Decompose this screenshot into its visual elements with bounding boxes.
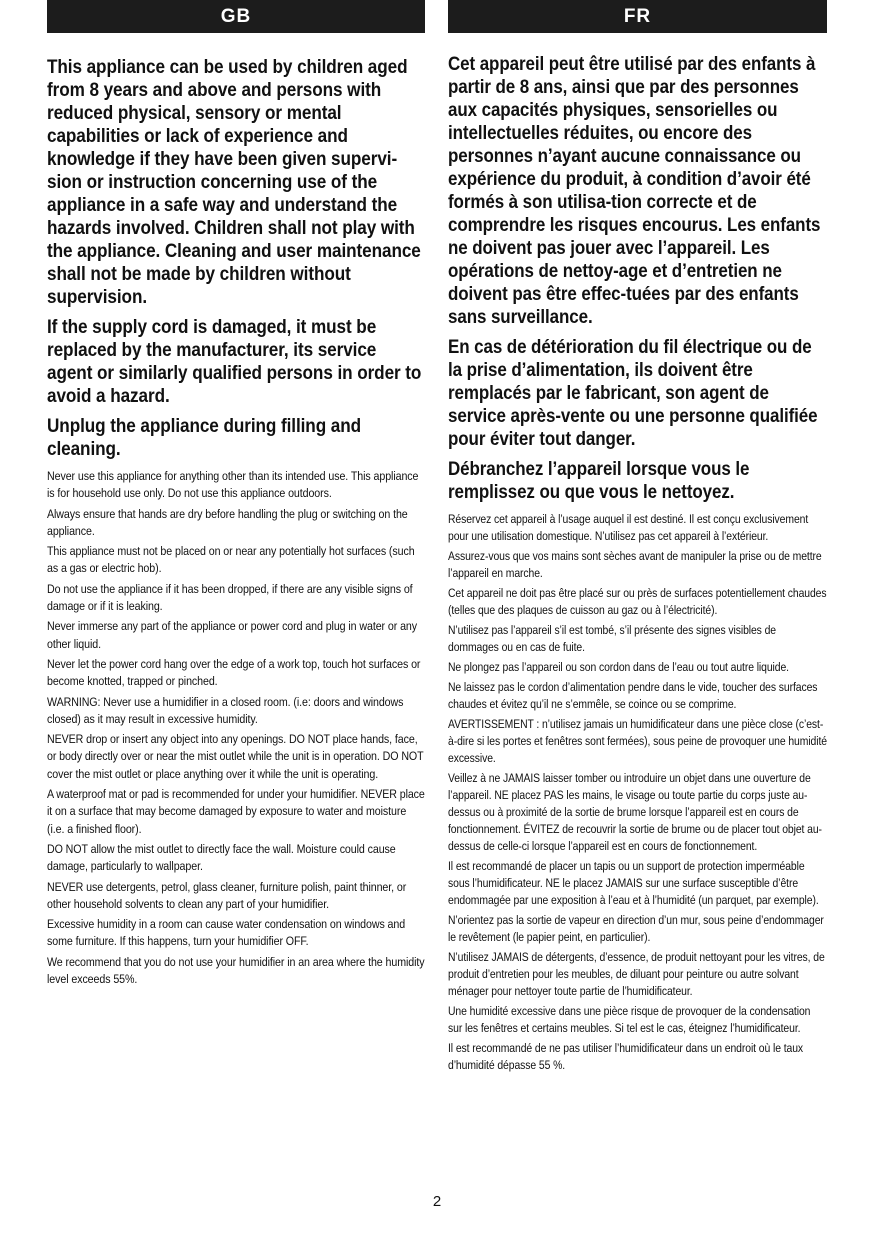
safety-paragraph: Excessive humidity in a room can cause water condensation on windows and some furniture. If this happens, turn your humidifier OFF. xyxy=(47,917,406,949)
safety-paragraph: Never immerse any part of the appliance or power cord and plug in water or any other liquid. xyxy=(47,619,418,651)
safety-paragraph: N’utilisez JAMAIS de détergents, d’essence, de produit nettoyant pour les vitres, de produit d’entretien pour les meubles, de diluant pour peinture ou autre solvant ménager pour nettoyer toute partie de l’humidificateur. xyxy=(448,950,825,998)
safety-paragraph: Ne plongez pas l’appareil ou son cordon dans de l’eau ou tout autre liquide. xyxy=(448,660,789,674)
safety-paragraph: This appliance must not be placed on or near any potentially hot surfaces (such as a gas or electric hob). xyxy=(47,544,415,576)
safety-paragraph: NEVER use detergents, petrol, glass cleaner, furniture polish, paint thinner, or other household solvents to clean any part of your humidifier. xyxy=(47,879,407,911)
safety-paragraph: DO NOT allow the mist outlet to directly face the wall. Moisture could cause damage, particularly to wallpaper. xyxy=(47,841,396,874)
bold-warning: Unplug the appliance during filling and cleaning. xyxy=(47,415,362,460)
bold-warning: Cet appareil peut être utilisé par des enfants à partir de 8 ans, ainsi que par des personnes aux capacités physiques, sensorielles ou intellectuelles réduites, ou encore des personnes n’ayant aucune connaissance ou expérience du produit, à condition d’avoir été formés à son utilisa-tion correcte et de comprendre les risques encourus. Les enfants ne doivent pas jouer avec l’appareil. Les opérations de nettoy-age et d’entretien ne doivent pas être effec-tuées par des enfants sans surveillance. xyxy=(448,54,821,328)
safety-paragraph: Never use this appliance for anything other than its intended use. This appliance is for household use only. Do not use this appliance outdoors. xyxy=(47,469,419,501)
safety-paragraph: Assurez-vous que vos mains sont sèches avant de manipuler la prise ou de mettre l’appareil en marche. xyxy=(448,549,822,580)
bold-warning: En cas de détérioration du fil électrique ou de la prise d’alimentation, ils doivent être remplacés par le fabricant, son agent de service après-vente ou une personne qualifiée pour éviter tout danger. xyxy=(448,337,818,450)
safety-paragraph: Always ensure that hands are dry before handling the plug or switching on the appliance. xyxy=(47,506,408,538)
safety-paragraph: WARNING: Never use a humidifier in a closed room. (i.e: doors and windows closed) as it may result in excessive humidity. xyxy=(47,694,404,726)
safety-paragraph: A waterproof mat or pad is recommended for under your humidifier. NEVER place it on a surface that may become damaged by exposure to water and moisture (i.e. a finished floor). xyxy=(47,787,425,836)
safety-paragraph: N’orientez pas la sortie de vapeur en direction d’un mur, sous peine d’endommager le revêtement (le papier peint, en particulier). xyxy=(448,913,824,944)
column-gb xyxy=(47,0,425,987)
safety-paragraph: Never let the power cord hang over the edge of a work top, touch hot surfaces or become knotted, trapped or pinched. xyxy=(47,656,421,689)
safety-paragraph: N’utilisez pas l’appareil s’il est tombé, s’il présente des signes visibles de dommages ou en cas de fuite. xyxy=(448,623,777,654)
bold-warning: This appliance can be used by children aged from 8 years and above and persons with reduced physical, sensory or mental capabilities or lack of experience and knowledge if they have been given supervi-sion or instruction concerning use of the appliance in a safe way and understand the hazards involved. Children shall not play with the appliance. Cleaning and user maintenance shall not be made by children without supervision. xyxy=(47,56,421,308)
safety-paragraph: We recommend that you do not use your humidifier in an area where the humidity level exceeds 55%. xyxy=(47,954,425,987)
safety-paragraph: NEVER drop or insert any object into any openings. DO NOT place hands, face, or body directly over or near the mist outlet while the unit is in operation. DO NOT cover the mist outlet or place anything over it while the unit is operating. xyxy=(47,732,424,781)
bold-warning: Débranchez l’appareil lorsque vous le remplissez ou que vous le nettoyez. xyxy=(448,459,750,503)
safety-paragraph: Do not use the appliance if it has been dropped, if there are any visible signs of damage or if it is leaking. xyxy=(47,581,413,614)
column-gb-body xyxy=(47,56,425,991)
safety-paragraph: Il est recommandé de ne pas utiliser l’humidificateur dans un endroit où le taux d’humidité dépasse 55 %. xyxy=(448,1041,804,1072)
safety-paragraph: Cet appareil ne doit pas être placé sur ou près de surfaces potentiellement chaudes (telles que des plaques de cuisson au gaz ou à l’électricité). xyxy=(448,586,827,617)
column-fr-body xyxy=(448,53,827,1077)
language-header-gb: GB xyxy=(47,0,425,33)
safety-paragraph: Ne laissez pas le cordon d’alimentation pendre dans le vide, toucher des surfaces chaudes et évitez qu’il ne s’emmêle, se coince ou se comprime. xyxy=(448,680,818,711)
safety-paragraph: AVERTISSEMENT : n’utilisez jamais un humidificateur dans une pièce close (c’est-à-dire si les portes et fenêtres sont fermées), sous peine de provoquer une humidité excessive. xyxy=(448,717,827,765)
page-number: 2 xyxy=(432,1193,442,1210)
safety-paragraph: Une humidité excessive dans une pièce risque de provoquer de la condensation sur les fenêtres et certains meubles. Si tel est le cas, éteignez l’humidificateur. xyxy=(448,1004,811,1035)
safety-paragraph: Veillez à ne JAMAIS laisser tomber ou introduire un objet dans une ouverture de l’appareil. NE placez PAS les mains, le visage ou toute partie du corps juste au-dessus ou à proximité de la sortie de brume lorsque l’appareil est en cours de fonctionnement. ÉVITEZ de recouvrir la sortie de brume ou de placer tout objet au-dessus de celle-ci lorsque l’appareil est en cours de fonctionnement. xyxy=(448,771,822,853)
safety-paragraph: Réservez cet appareil à l’usage auquel il est destiné. Il est conçu exclusivement pour une utilisation domestique. N’utilisez pas cet appareil à l’extérieur. xyxy=(448,512,809,543)
column-fr xyxy=(448,0,827,1072)
bold-warning: If the supply cord is damaged, it must be replaced by the manufacturer, its service agent or similarly qualified persons in order to avoid a hazard. xyxy=(47,316,422,407)
safety-paragraph: Il est recommandé de placer un tapis ou un support de protection imperméable sous l’humidificateur. NE le placez JAMAIS sur une surface susceptible d’être endommagée par une exposition à l’eau et à l’humidité (un parquet, par exemple). xyxy=(448,859,819,907)
language-header-fr: FR xyxy=(448,0,827,33)
